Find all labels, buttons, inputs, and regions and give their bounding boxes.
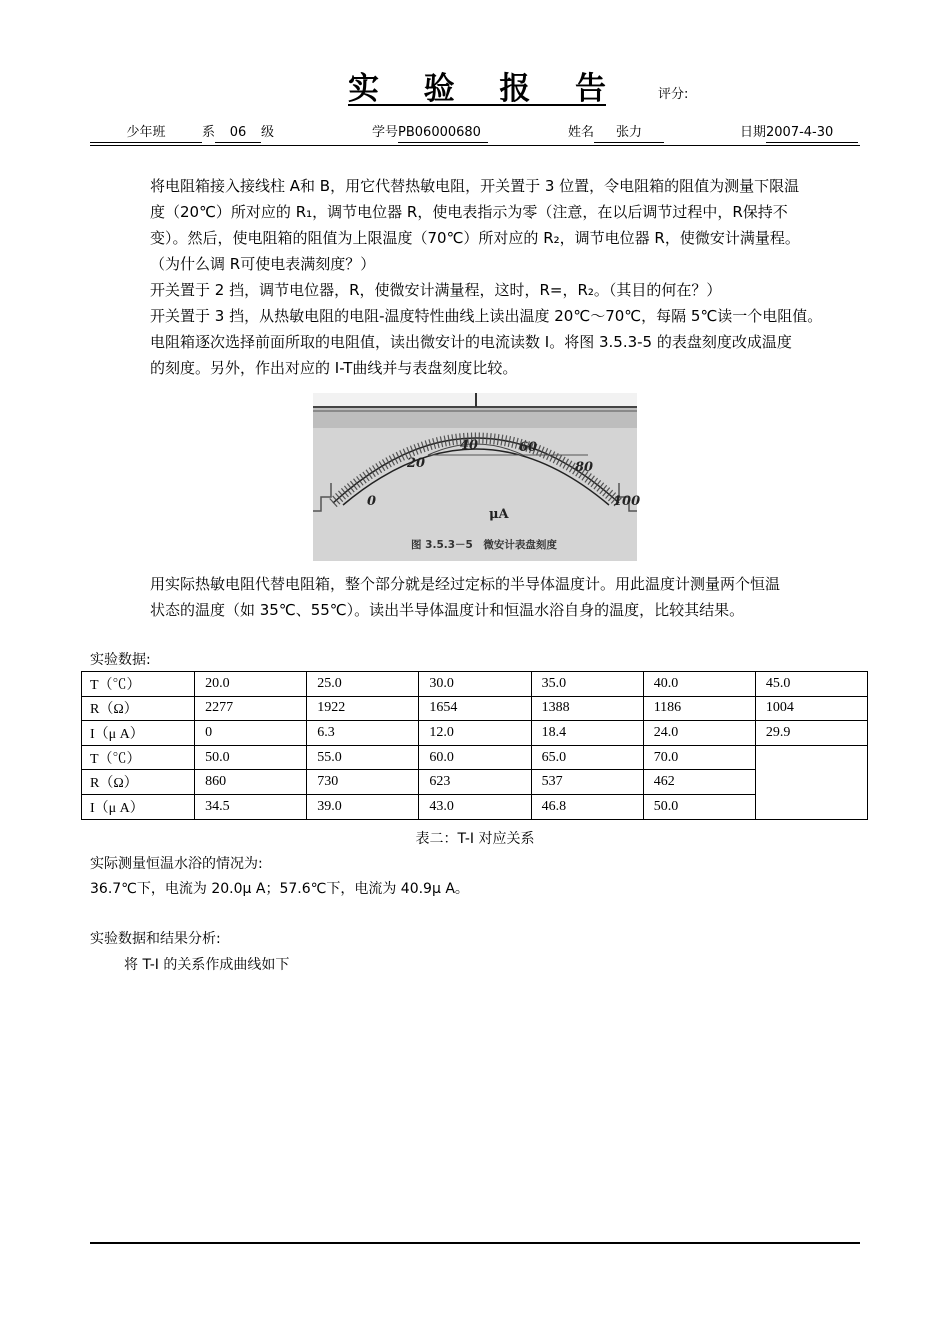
table-row: [82, 696, 868, 721]
table-cell: 537: [531, 770, 643, 795]
table-cell: 43.0: [419, 794, 531, 819]
analysis-text: 将 T-I 的关系作成曲线如下: [124, 957, 290, 973]
scale-label: 80: [575, 460, 594, 475]
table-cell: 50.0: [643, 794, 755, 819]
row-header: R（Ω）: [82, 770, 195, 795]
intro-line: 的刻度。另外，作出对应的 I-T曲线并与表盘刻度比较。: [150, 359, 518, 377]
date-label: 日期: [740, 125, 767, 140]
usage-line: 用实际热敏电阻代替电阻箱，整个部分就是经过定标的半导体温度计。用此温度计测量两个恒温: [150, 575, 781, 593]
footer-divider: [90, 1242, 860, 1244]
table-cell: 46.8: [531, 794, 643, 819]
table-cell: 25.0: [307, 672, 419, 697]
name-field: [568, 121, 664, 143]
class-field: [90, 121, 274, 143]
grade-label: 级: [261, 125, 275, 140]
info-row: [90, 121, 860, 143]
intro-line: 变）。然后，使电阻箱的阻值为上限温度（70℃）所对应的 R₂，调节电位器 R，使微安计满量程。: [150, 229, 800, 247]
usage-paragraph: [150, 571, 860, 623]
intro-line: 电阻箱逐次选择前面所取的电阻值，读出微安计的电流读数 I。将图 3.5.3-5 的表盘刻度改成温度: [150, 333, 792, 351]
scale-label: 60: [519, 440, 538, 455]
scale-label: 40: [460, 438, 479, 453]
title-char: 验: [423, 70, 455, 107]
intro-line: 将电阻箱接入接线柱 A和 B，用它代替热敏电阻，开关置于 3 位置，令电阻箱的阻值为测量下限温: [150, 177, 800, 195]
table-cell: 1654: [419, 696, 531, 721]
table-cell: 1388: [531, 696, 643, 721]
table-cell: 39.0: [307, 794, 419, 819]
table-cell: 1186: [643, 696, 755, 721]
table-row: [82, 721, 868, 746]
table-cell: 20.0: [195, 672, 307, 697]
empty-cell: [755, 745, 867, 819]
table-row: [82, 672, 868, 697]
table-cell: 30.0: [419, 672, 531, 697]
scale-label: 100: [613, 494, 641, 509]
header-divider: [90, 145, 860, 146]
table-cell: 6.3: [307, 721, 419, 746]
usage-line: 状态的温度（如 35℃、55℃）。读出半导体温度计和恒温水浴自身的温度，比较其结果。: [150, 601, 745, 619]
table-cell: 462: [643, 770, 755, 795]
dept-label: 系: [202, 125, 216, 140]
student-id-field: [372, 121, 488, 143]
student-id-label: 学号: [372, 125, 399, 140]
table-cell: 18.4: [531, 721, 643, 746]
table-cell: 65.0: [531, 745, 643, 770]
intro-paragraph: [150, 173, 860, 381]
intro-line: 开关置于 3 挡，从热敏电阻的电阻-温度特性曲线上读出温度 20℃～70℃，每隔 5℃读一个电阻值。: [150, 307, 823, 325]
dial-image: [313, 393, 641, 561]
unit-label: μA: [489, 507, 509, 522]
intro-line: 开关置于 2 挡，调节电位器，R，使微安计满量程，这时，R=，R₂。（其目的何在？）: [150, 281, 722, 299]
date-field: [740, 121, 858, 143]
table-cell: 24.0: [643, 721, 755, 746]
table-caption: 表二：T-I 对应关系: [415, 831, 535, 847]
title-row: [0, 66, 950, 106]
table-cell: 50.0: [195, 745, 307, 770]
table-cell: 1922: [307, 696, 419, 721]
table-cell: 55.0: [307, 745, 419, 770]
grade-value: 06: [215, 124, 261, 143]
table-cell: 1004: [755, 696, 867, 721]
dial-figure: [313, 393, 641, 561]
row-header: R（Ω）: [82, 696, 195, 721]
scale-label: 20: [407, 456, 426, 471]
intro-line: （为什么调 R可使电表满刻度？）: [150, 255, 376, 273]
row-header: T（℃）: [82, 672, 195, 697]
row-header: I（μ A）: [82, 794, 195, 819]
class-name: 少年班: [90, 124, 202, 143]
table-cell: 0: [195, 721, 307, 746]
table-cell: 12.0: [419, 721, 531, 746]
title-char: 报: [499, 70, 531, 107]
date-value: 2007-4-30: [766, 124, 858, 143]
table-cell: 70.0: [643, 745, 755, 770]
table-cell: 40.0: [643, 672, 755, 697]
table-cell: 730: [307, 770, 419, 795]
data-label: 实验数据:: [90, 652, 151, 668]
table-row: [82, 745, 868, 770]
table-cell: 623: [419, 770, 531, 795]
intro-line: 度（20℃）所对应的 R₁，调节电位器 R，使电表指示为零（注意，在以后调节过程中，R保持不: [150, 203, 788, 221]
student-id-value: PB06000680: [398, 124, 488, 143]
row-header: I（μ A）: [82, 721, 195, 746]
table-cell: 29.9: [755, 721, 867, 746]
title-char: 告: [574, 70, 606, 107]
table-cell: 35.0: [531, 672, 643, 697]
name-label: 姓名: [568, 125, 595, 140]
row-header: T（℃）: [82, 745, 195, 770]
data-table: [81, 671, 868, 820]
title-char: 实: [348, 70, 379, 107]
table-cell: 34.5: [195, 794, 307, 819]
table-cell: 2277: [195, 696, 307, 721]
measurement-label: 实际测量恒温水浴的情况为:: [90, 856, 263, 872]
table-row: [82, 770, 868, 795]
score-label: 评分:: [658, 87, 689, 102]
table-cell: 60.0: [419, 745, 531, 770]
measurement-result: 36.7℃下，电流为 20.0μ A；57.6℃下，电流为 40.9μ A。: [90, 881, 469, 897]
name-value: 张力: [594, 124, 664, 143]
figure-caption: 图 3.5.3－5 微安计表盘刻度: [411, 539, 557, 551]
scale-label: 0: [367, 494, 377, 509]
table-cell: 45.0: [755, 672, 867, 697]
page-title: [348, 66, 606, 106]
table-cell: 860: [195, 770, 307, 795]
table-row: [82, 794, 868, 819]
analysis-label: 实验数据和结果分析:: [90, 931, 221, 947]
